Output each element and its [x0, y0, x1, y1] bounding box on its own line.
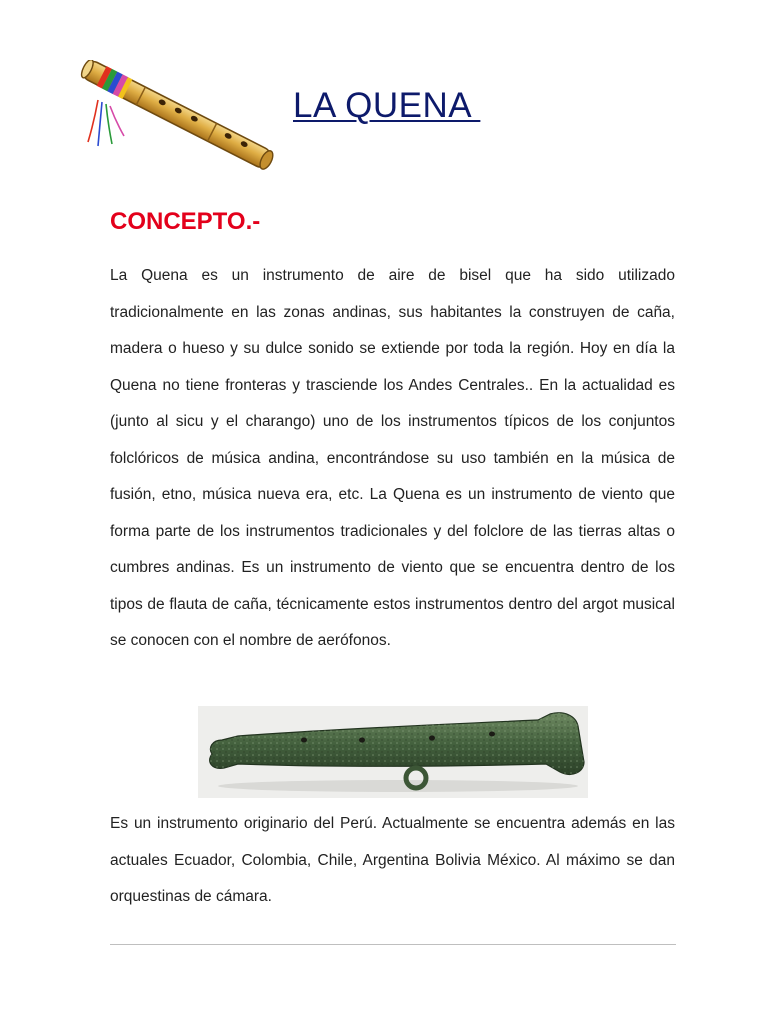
document-title: LA QUENA	[293, 86, 481, 125]
page-divider	[110, 944, 676, 945]
paragraph-origin: Es un instrumento originario del Perú. Actualmente se encuentra además en las actuales Ecuador, Colombia, Chile, Argentina Bolivia México. Al máximo se dan orquestinas de cámara.	[110, 815, 675, 905]
paragraph-concept: La Quena es un instrumento de aire de bisel que ha sido utilizado tradicionalmente en las zonas andinas, sus habitantes la construyen de caña, madera o hueso y su dulce sonido se extiende por toda la región. Hoy en día la Quena no tiene fronteras y trasciende los Andes Centrales.. En la actualidad es (junto al sicu y el charango) uno de los instrumentos típicos de los conjuntos folclóricos de música andina, encontrándose su uso también en la música de fusión, etno, música nueva era, etc. La Quena es un instrumento de viento que forma parte de los instrumentos tradicionales y del folclore de las tierras altas o cumbres andinas. Es un instrumento de viento que se encuentra dentro de los tipos de flauta de caña, técnicamente estos instrumentos dentro del argot musical se conocen con el nombre de aerófonos.	[110, 267, 675, 649]
bronze-quena-photo	[198, 706, 588, 798]
section-heading: CONCEPTO.-	[110, 208, 261, 235]
quena-flute-illustration	[66, 60, 286, 170]
